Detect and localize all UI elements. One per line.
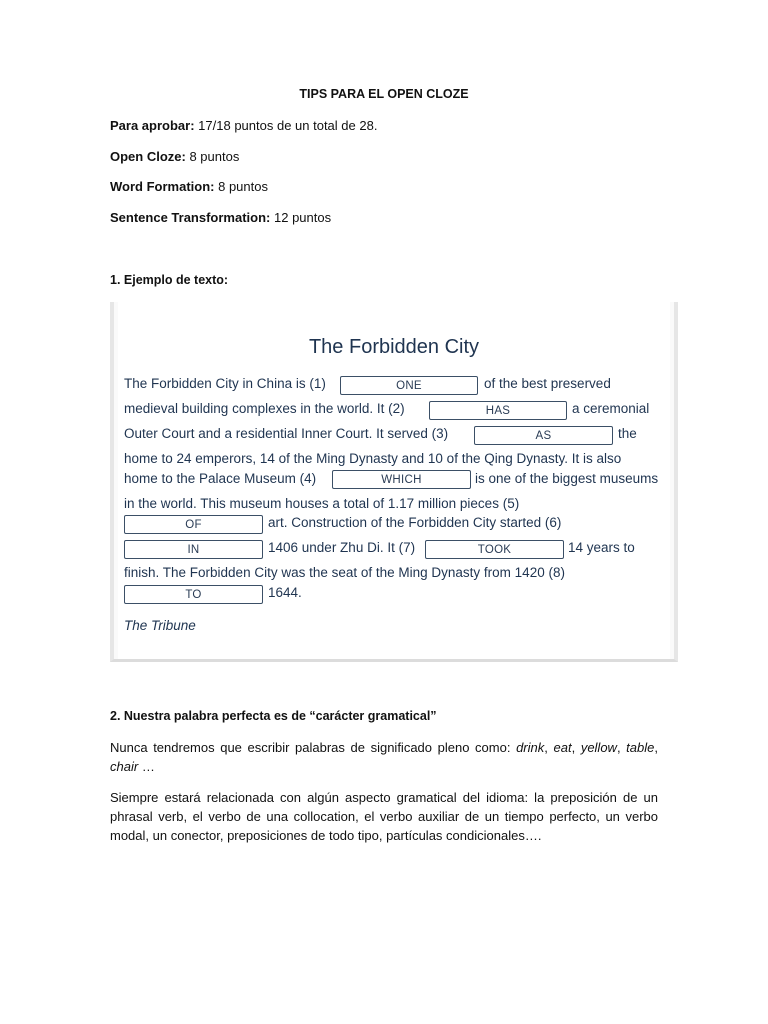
- answer-box-2[interactable]: HAS: [429, 401, 567, 420]
- score-label: Open Cloze:: [110, 149, 186, 164]
- ellipsis: …: [141, 759, 155, 774]
- answer-box-3[interactable]: AS: [474, 426, 613, 445]
- answer-box-7[interactable]: TOOK: [425, 540, 564, 559]
- text-line: home to 24 emperors, 14 of the Ming Dynasty and 10 of the Qing Dynasty. It is also: [124, 451, 622, 466]
- example-word: table: [626, 740, 655, 755]
- paragraph-1: Nunca tendremos que escribir palabras de significado pleno como: drink, eat, yellow, table, chair …: [110, 740, 658, 774]
- example-text-figure: [110, 302, 678, 662]
- text-line: 14 years to: [568, 540, 635, 555]
- score-value: 8 puntos: [189, 149, 240, 164]
- answer-box-1[interactable]: ONE: [340, 376, 478, 395]
- example-word: yellow: [580, 740, 617, 755]
- paragraph-1-text: Nunca tendremos que escribir palabras de significado pleno como:: [110, 740, 511, 755]
- text-line: of the best preserved: [484, 376, 611, 391]
- example-word: eat: [553, 740, 572, 755]
- text-line: in the world. This museum houses a total of 1.17 million pieces (5): [124, 496, 520, 511]
- text-line: medieval building complexes in the world. It (2): [124, 401, 405, 416]
- text-line: finish. The Forbidden City was the seat of the Ming Dynasty from 1420 (8): [124, 565, 565, 580]
- text-line: art. Construction of the Forbidden City started (6): [268, 515, 562, 530]
- document-title: TIPS PARA EL OPEN CLOZE: [299, 87, 469, 101]
- score-value: 12 puntos: [274, 210, 332, 225]
- answer-box-4[interactable]: WHICH: [332, 470, 471, 489]
- example-word: drink: [516, 740, 545, 755]
- score-value: 17/18 puntos de un total de 28.: [198, 118, 378, 133]
- figure-title: The Forbidden City: [308, 336, 480, 358]
- score-label: Para aprobar:: [110, 118, 195, 133]
- score-line-word-formation: [110, 179, 268, 194]
- text-line: 1406 under Zhu Di. It (7): [268, 540, 416, 555]
- paragraph-2: Siempre estará relacionada con algún aspecto gramatical del idioma: la preposición de un phrasal verb, el verbo de una collocation, el verbo auxiliar de un tiempo perfecto, un verbo modal, un conector, preposiciones de todo tipo, partículas condicionales….: [110, 790, 658, 843]
- answer-box-5[interactable]: OF: [124, 515, 263, 534]
- text-line: home to the Palace Museum (4): [124, 471, 317, 486]
- figure-inner: [118, 302, 670, 659]
- text-line: Outer Court and a residential Inner Court. It served (3): [124, 426, 449, 441]
- section-2-heading: 2. Nuestra palabra perfecta es de “carácter gramatical”: [110, 709, 437, 723]
- score-line-sentence-transformation: [110, 210, 331, 225]
- text-line: a ceremonial: [572, 401, 650, 416]
- score-value: 8 puntos: [218, 179, 268, 194]
- score-label: Sentence Transformation:: [110, 210, 271, 225]
- score-label: Word Formation:: [110, 179, 215, 194]
- section-1-heading: 1. Ejemplo de texto:: [110, 273, 229, 287]
- answer-box-8[interactable]: TO: [124, 585, 263, 604]
- figure-source: The Tribune: [124, 618, 196, 633]
- text-line: the: [618, 426, 637, 441]
- score-line-open-cloze: [110, 149, 239, 164]
- example-word: chair: [110, 759, 139, 774]
- score-line-approve: [110, 118, 377, 133]
- text-line: is one of the biggest museums: [475, 471, 659, 486]
- text-line: The Forbidden City in China is (1): [124, 376, 326, 391]
- text-line: 1644.: [268, 585, 302, 600]
- answer-box-6[interactable]: IN: [124, 540, 263, 559]
